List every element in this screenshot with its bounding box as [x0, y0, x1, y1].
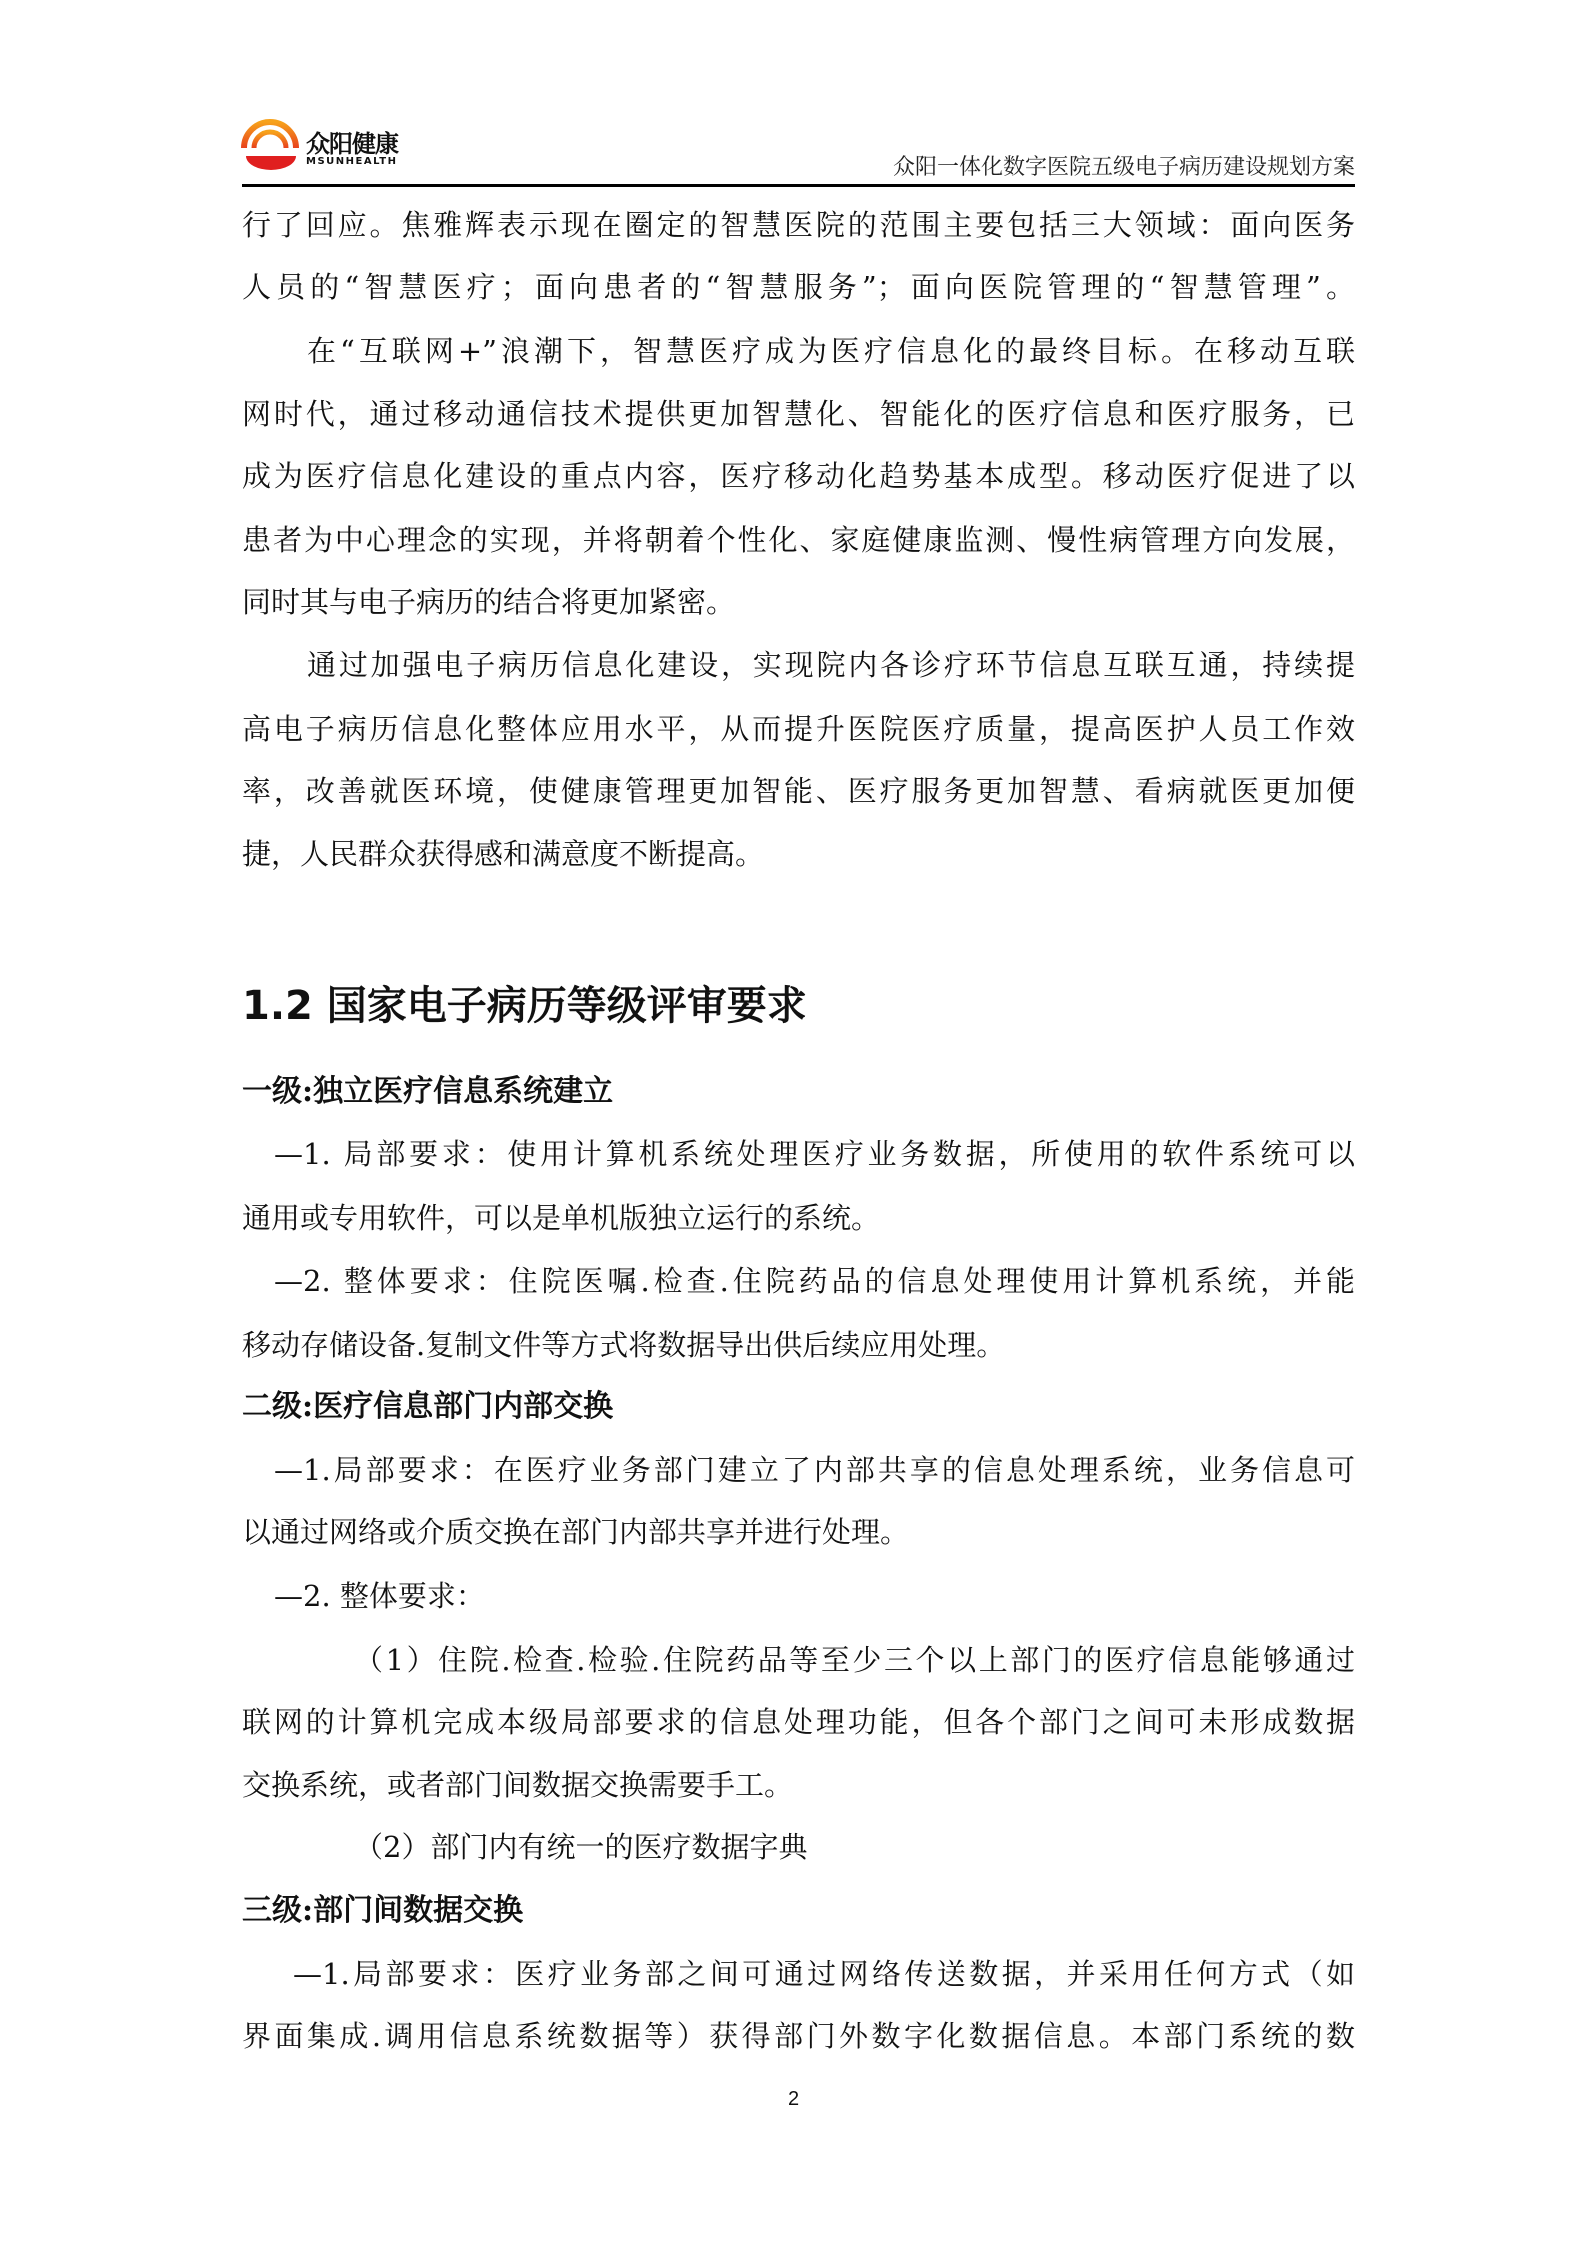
- body-line: 人员的“智慧医疗；面向患者的“智慧服务”；面向医院管理的“智慧管理”。: [242, 270, 1355, 304]
- body-line: 高电子病历信息化整体应用水平，从而提升医院医疗质量，提高医护人员工作效: [242, 712, 1355, 746]
- body-line: 同时其与电子病历的结合将更加紧密。: [242, 585, 736, 619]
- header-divider: [242, 184, 1355, 187]
- body-line: 通用或专用软件，可以是单机版独立运行的系统。: [242, 1201, 881, 1235]
- level3-heading: 三级:部门间数据交换: [242, 1893, 524, 1928]
- body-line: 患者为中心理念的实现，并将朝着个性化、家庭健康监测、慢性病管理方向发展，: [242, 523, 1355, 557]
- page-number: 2: [787, 2088, 800, 2110]
- body-line: —1. 局部要求：使用计算机系统处理医疗业务数据，所使用的软件系统可以: [274, 1137, 1355, 1171]
- body-line: 联网的计算机完成本级局部要求的信息处理功能，但各个部门之间可未形成数据: [242, 1705, 1355, 1739]
- company-logo: [240, 112, 420, 174]
- body-line: —1.局部要求：在医疗业务部门建立了内部共享的信息处理系统，业务信息可: [274, 1453, 1355, 1487]
- level2-heading: 二级:医疗信息部门内部交换: [242, 1389, 614, 1424]
- body-line: 通过加强电子病历信息化建设，实现院内各诊疗环节信息互联互通，持续提: [307, 648, 1355, 682]
- logo-emblem-icon: [240, 112, 302, 174]
- body-line: —1.局部要求：医疗业务部之间可通过网络传送数据，并采用任何方式（如: [293, 1957, 1355, 1991]
- body-line: （2）部门内有统一的医疗数据字典: [354, 1830, 808, 1864]
- section-heading: 1.2 国家电子病历等级评审要求: [242, 983, 807, 1029]
- body-line: （1）住院.检查.检验.住院药品等至少三个以上部门的医疗信息能够通过: [354, 1643, 1355, 1677]
- body-line: 捷，人民群众获得感和满意度不断提高。: [242, 837, 765, 871]
- body-line: —2. 整体要求：住院医嘱.检查.住院药品的信息处理使用计算机系统，并能: [274, 1264, 1355, 1298]
- logo-text-cn: 众阳健康: [306, 130, 398, 158]
- body-line: 率，改善就医环境，使健康管理更加智能、医疗服务更加智慧、看病就医更加便: [242, 774, 1355, 808]
- body-line: 界面集成.调用信息系统数据等）获得部门外数字化数据信息。本部门系统的数: [242, 2019, 1355, 2053]
- body-line: 网时代，通过移动通信技术提供更加智慧化、智能化的医疗信息和医疗服务，已: [242, 397, 1355, 431]
- body-line: 成为医疗信息化建设的重点内容，医疗移动化趋势基本成型。移动医疗促进了以: [242, 459, 1355, 493]
- level1-heading: 一级:独立医疗信息系统建立: [242, 1074, 614, 1109]
- body-line: 以通过网络或介质交换在部门内部共享并进行处理。: [242, 1515, 910, 1549]
- body-line: 行了回应。焦雅辉表示现在圈定的智慧医院的范围主要包括三大领域：面向医务: [242, 208, 1355, 242]
- body-line: 在“互联网+”浪潮下，智慧医疗成为医疗信息化的最终目标。在移动互联: [307, 334, 1355, 368]
- document-title: 众阳一体化数字医院五级电子病历建设规划方案: [892, 155, 1355, 180]
- body-line: 移动存储设备.复制文件等方式将数据导出供后续应用处理。: [242, 1328, 1006, 1362]
- logo-text-en: MSUNHEALTH: [306, 156, 398, 167]
- body-line: 交换系统，或者部门间数据交换需要手工。: [242, 1768, 794, 1802]
- body-line: —2. 整体要求：: [274, 1579, 485, 1613]
